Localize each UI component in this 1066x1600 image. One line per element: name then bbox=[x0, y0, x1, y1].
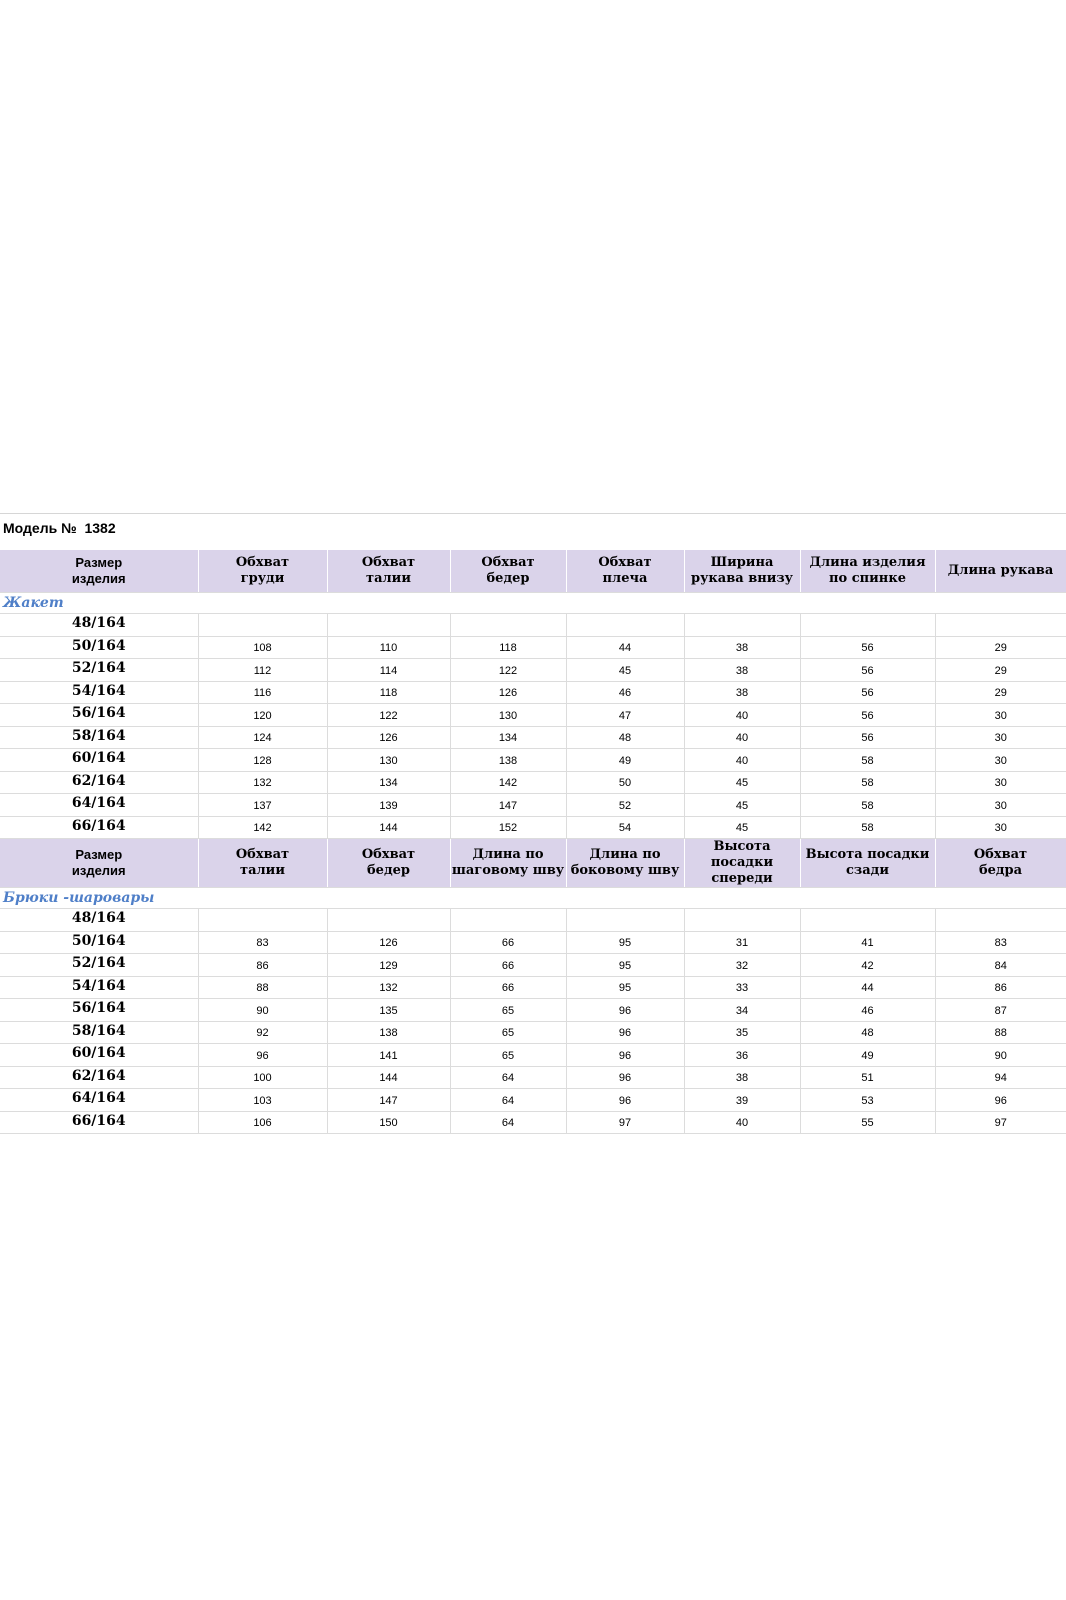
trousers-value-cell: 38 bbox=[684, 1066, 800, 1089]
jacket-value-cell bbox=[684, 614, 800, 637]
top-divider bbox=[0, 513, 1066, 514]
trousers-value-cell: 34 bbox=[684, 999, 800, 1022]
trousers-value-cell: 96 bbox=[198, 1044, 327, 1067]
trousers-header-text: спереди bbox=[711, 871, 773, 886]
trousers-header-row bbox=[0, 839, 1066, 888]
trousers-header-text: Длина по bbox=[472, 847, 544, 862]
trousers-header-text: Размер bbox=[75, 847, 123, 862]
jacket-value-cell: 54 bbox=[566, 816, 684, 839]
jacket-value-cell: 147 bbox=[450, 794, 566, 817]
trousers-header-text: бедра bbox=[978, 863, 1023, 878]
trousers-value-cell: 64 bbox=[450, 1111, 566, 1134]
trousers-header-text: Высота посадки bbox=[710, 839, 774, 870]
trousers-value-cell bbox=[935, 909, 1066, 932]
jacket-header-cell bbox=[450, 550, 566, 593]
jacket-value-cell: 52 bbox=[566, 794, 684, 817]
trousers-value-cell: 96 bbox=[566, 1021, 684, 1044]
jacket-section-row bbox=[0, 593, 1066, 614]
jacket-value-cell: 56 bbox=[800, 726, 935, 749]
trousers-header-cell bbox=[935, 839, 1066, 888]
jacket-section-spacer bbox=[566, 593, 684, 614]
jacket-size-cell: 58/164 bbox=[0, 726, 198, 749]
jacket-value-cell: 49 bbox=[566, 749, 684, 772]
jacket-size-cell: 62/164 bbox=[0, 771, 198, 794]
trousers-value-cell: 96 bbox=[566, 999, 684, 1022]
trousers-value-cell: 96 bbox=[566, 1044, 684, 1067]
trousers-value-cell: 87 bbox=[935, 999, 1066, 1022]
jacket-value-cell: 128 bbox=[198, 749, 327, 772]
jacket-section-spacer bbox=[450, 593, 566, 614]
trousers-value-cell: 132 bbox=[327, 976, 450, 999]
trousers-header-text: бедер bbox=[367, 863, 410, 878]
trousers-value-cell: 49 bbox=[800, 1044, 935, 1067]
jacket-value-cell: 124 bbox=[198, 726, 327, 749]
jacket-value-cell bbox=[566, 614, 684, 637]
jacket-value-cell bbox=[450, 614, 566, 637]
trousers-table-row bbox=[0, 1089, 1066, 1112]
jacket-value-cell: 126 bbox=[450, 681, 566, 704]
trousers-header-cell bbox=[566, 839, 684, 888]
size-table-body bbox=[0, 550, 1066, 1134]
jacket-value-cell: 112 bbox=[198, 659, 327, 682]
jacket-value-cell: 38 bbox=[684, 659, 800, 682]
jacket-value-cell: 122 bbox=[327, 704, 450, 727]
jacket-value-cell: 56 bbox=[800, 659, 935, 682]
trousers-value-cell: 41 bbox=[800, 931, 935, 954]
jacket-value-cell: 134 bbox=[327, 771, 450, 794]
trousers-header-text: Высота посадки bbox=[805, 847, 930, 862]
trousers-value-cell: 64 bbox=[450, 1089, 566, 1112]
jacket-value-cell: 45 bbox=[684, 771, 800, 794]
jacket-header-text: талии bbox=[366, 571, 411, 586]
trousers-value-cell: 135 bbox=[327, 999, 450, 1022]
trousers-value-cell: 35 bbox=[684, 1021, 800, 1044]
trousers-value-cell: 83 bbox=[198, 931, 327, 954]
trousers-value-cell: 65 bbox=[450, 1044, 566, 1067]
jacket-header-text: Длина изделия bbox=[809, 555, 926, 570]
jacket-size-cell: 56/164 bbox=[0, 704, 198, 727]
trousers-table-row bbox=[0, 1111, 1066, 1134]
jacket-table-row bbox=[0, 636, 1066, 659]
jacket-table-row bbox=[0, 749, 1066, 772]
jacket-header-row bbox=[0, 550, 1066, 593]
jacket-value-cell: 44 bbox=[566, 636, 684, 659]
trousers-value-cell: 94 bbox=[935, 1066, 1066, 1089]
jacket-header-cell bbox=[935, 550, 1066, 593]
jacket-value-cell: 45 bbox=[684, 794, 800, 817]
trousers-value-cell: 106 bbox=[198, 1111, 327, 1134]
trousers-value-cell: 65 bbox=[450, 999, 566, 1022]
jacket-value-cell: 142 bbox=[198, 816, 327, 839]
trousers-section-spacer bbox=[198, 888, 327, 909]
jacket-value-cell: 29 bbox=[935, 659, 1066, 682]
jacket-header-text: Обхват bbox=[598, 555, 652, 570]
jacket-value-cell: 30 bbox=[935, 726, 1066, 749]
trousers-header-text: боковому шву bbox=[570, 863, 680, 878]
trousers-size-cell: 62/164 bbox=[0, 1066, 198, 1089]
trousers-value-cell bbox=[800, 909, 935, 932]
jacket-value-cell: 138 bbox=[450, 749, 566, 772]
jacket-header-cell bbox=[800, 550, 935, 593]
trousers-value-cell: 86 bbox=[935, 976, 1066, 999]
jacket-header-cell bbox=[198, 550, 327, 593]
jacket-value-cell: 152 bbox=[450, 816, 566, 839]
jacket-header-text: Обхват bbox=[235, 555, 290, 570]
trousers-value-cell: 129 bbox=[327, 954, 450, 977]
jacket-size-cell: 54/164 bbox=[0, 681, 198, 704]
jacket-value-cell: 58 bbox=[800, 771, 935, 794]
trousers-value-cell: 44 bbox=[800, 976, 935, 999]
trousers-value-cell bbox=[327, 909, 450, 932]
jacket-value-cell: 132 bbox=[198, 771, 327, 794]
trousers-value-cell: 92 bbox=[198, 1021, 327, 1044]
trousers-value-cell: 53 bbox=[800, 1089, 935, 1112]
trousers-value-cell: 32 bbox=[684, 954, 800, 977]
jacket-table-row bbox=[0, 726, 1066, 749]
jacket-value-cell: 56 bbox=[800, 636, 935, 659]
jacket-value-cell: 110 bbox=[327, 636, 450, 659]
trousers-value-cell: 66 bbox=[450, 954, 566, 977]
trousers-value-cell: 36 bbox=[684, 1044, 800, 1067]
trousers-value-cell: 51 bbox=[800, 1066, 935, 1089]
jacket-header-text: Длина рукава bbox=[947, 563, 1054, 578]
jacket-header-cell bbox=[327, 550, 450, 593]
jacket-value-cell: 29 bbox=[935, 681, 1066, 704]
trousers-size-cell: 56/164 bbox=[0, 999, 198, 1022]
jacket-value-cell: 56 bbox=[800, 681, 935, 704]
trousers-header-text: талии bbox=[240, 863, 285, 878]
jacket-header-text: по спинке bbox=[829, 571, 906, 586]
jacket-value-cell: 122 bbox=[450, 659, 566, 682]
model-title: Модель № 1382 bbox=[3, 520, 116, 536]
jacket-value-cell: 50 bbox=[566, 771, 684, 794]
trousers-size-cell: 66/164 bbox=[0, 1111, 198, 1134]
trousers-header-cell bbox=[0, 839, 198, 888]
jacket-value-cell: 120 bbox=[198, 704, 327, 727]
trousers-table-row bbox=[0, 976, 1066, 999]
trousers-section-spacer bbox=[566, 888, 684, 909]
trousers-size-cell: 52/164 bbox=[0, 954, 198, 977]
trousers-value-cell: 95 bbox=[566, 976, 684, 999]
jacket-header-text: Обхват bbox=[481, 555, 535, 570]
jacket-table-row bbox=[0, 771, 1066, 794]
jacket-value-cell bbox=[800, 614, 935, 637]
jacket-section-spacer bbox=[198, 593, 327, 614]
jacket-value-cell: 58 bbox=[800, 816, 935, 839]
trousers-table-row bbox=[0, 909, 1066, 932]
trousers-section-spacer bbox=[327, 888, 450, 909]
trousers-header-text: сзади bbox=[846, 863, 889, 878]
jacket-section-spacer bbox=[800, 593, 935, 614]
jacket-value-cell: 130 bbox=[327, 749, 450, 772]
trousers-table-row bbox=[0, 999, 1066, 1022]
jacket-value-cell bbox=[935, 614, 1066, 637]
jacket-value-cell: 46 bbox=[566, 681, 684, 704]
trousers-value-cell: 96 bbox=[566, 1066, 684, 1089]
trousers-value-cell: 88 bbox=[198, 976, 327, 999]
jacket-header-text: бедер bbox=[486, 571, 530, 586]
jacket-header-text: плеча bbox=[602, 571, 648, 586]
jacket-value-cell: 38 bbox=[684, 681, 800, 704]
trousers-size-cell: 64/164 bbox=[0, 1089, 198, 1112]
jacket-table-row bbox=[0, 681, 1066, 704]
trousers-table-row bbox=[0, 954, 1066, 977]
trousers-section-spacer bbox=[684, 888, 800, 909]
jacket-header-text: груди bbox=[240, 571, 285, 586]
jacket-size-cell: 48/164 bbox=[0, 614, 198, 637]
jacket-header-text: изделия bbox=[71, 571, 126, 586]
trousers-header-cell bbox=[327, 839, 450, 888]
jacket-value-cell: 30 bbox=[935, 704, 1066, 727]
trousers-section-title: Брюки -шаровары bbox=[0, 888, 198, 909]
trousers-header-cell bbox=[800, 839, 935, 888]
trousers-value-cell: 141 bbox=[327, 1044, 450, 1067]
trousers-header-text: Обхват bbox=[973, 847, 1028, 862]
trousers-value-cell: 150 bbox=[327, 1111, 450, 1134]
trousers-size-cell: 50/164 bbox=[0, 931, 198, 954]
trousers-table-row bbox=[0, 1044, 1066, 1067]
trousers-value-cell: 55 bbox=[800, 1111, 935, 1134]
jacket-value-cell: 130 bbox=[450, 704, 566, 727]
trousers-value-cell: 88 bbox=[935, 1021, 1066, 1044]
jacket-value-cell: 40 bbox=[684, 726, 800, 749]
jacket-size-cell: 66/164 bbox=[0, 816, 198, 839]
jacket-value-cell: 118 bbox=[327, 681, 450, 704]
jacket-size-cell: 50/164 bbox=[0, 636, 198, 659]
trousers-value-cell: 66 bbox=[450, 976, 566, 999]
jacket-value-cell: 40 bbox=[684, 704, 800, 727]
trousers-value-cell: 95 bbox=[566, 954, 684, 977]
trousers-value-cell: 103 bbox=[198, 1089, 327, 1112]
trousers-value-cell: 84 bbox=[935, 954, 1066, 977]
jacket-size-cell: 60/164 bbox=[0, 749, 198, 772]
jacket-value-cell: 30 bbox=[935, 794, 1066, 817]
trousers-size-cell: 48/164 bbox=[0, 909, 198, 932]
trousers-value-cell: 40 bbox=[684, 1111, 800, 1134]
trousers-value-cell: 31 bbox=[684, 931, 800, 954]
jacket-value-cell: 29 bbox=[935, 636, 1066, 659]
jacket-table-row bbox=[0, 704, 1066, 727]
trousers-value-cell: 83 bbox=[935, 931, 1066, 954]
trousers-size-cell: 54/164 bbox=[0, 976, 198, 999]
jacket-value-cell: 38 bbox=[684, 636, 800, 659]
jacket-value-cell: 45 bbox=[684, 816, 800, 839]
trousers-value-cell: 126 bbox=[327, 931, 450, 954]
trousers-value-cell: 138 bbox=[327, 1021, 450, 1044]
trousers-header-text: Длина по bbox=[589, 847, 661, 862]
trousers-value-cell: 65 bbox=[450, 1021, 566, 1044]
jacket-value-cell: 114 bbox=[327, 659, 450, 682]
jacket-value-cell: 142 bbox=[450, 771, 566, 794]
trousers-value-cell bbox=[450, 909, 566, 932]
trousers-value-cell: 95 bbox=[566, 931, 684, 954]
jacket-value-cell: 137 bbox=[198, 794, 327, 817]
trousers-value-cell: 66 bbox=[450, 931, 566, 954]
trousers-section-spacer bbox=[800, 888, 935, 909]
trousers-header-text: Обхват bbox=[361, 847, 416, 862]
jacket-value-cell: 126 bbox=[327, 726, 450, 749]
trousers-value-cell: 90 bbox=[935, 1044, 1066, 1067]
trousers-value-cell: 39 bbox=[684, 1089, 800, 1112]
jacket-table-row bbox=[0, 794, 1066, 817]
jacket-value-cell: 108 bbox=[198, 636, 327, 659]
size-table bbox=[0, 550, 1066, 1134]
trousers-size-cell: 58/164 bbox=[0, 1021, 198, 1044]
jacket-header-cell bbox=[684, 550, 800, 593]
trousers-value-cell: 147 bbox=[327, 1089, 450, 1112]
jacket-size-cell: 64/164 bbox=[0, 794, 198, 817]
jacket-value-cell bbox=[327, 614, 450, 637]
trousers-table-row bbox=[0, 1021, 1066, 1044]
trousers-value-cell: 46 bbox=[800, 999, 935, 1022]
trousers-value-cell: 97 bbox=[935, 1111, 1066, 1134]
trousers-header-cell bbox=[198, 839, 327, 888]
trousers-table-row bbox=[0, 1066, 1066, 1089]
jacket-value-cell bbox=[198, 614, 327, 637]
trousers-table-row bbox=[0, 931, 1066, 954]
jacket-table-row bbox=[0, 816, 1066, 839]
jacket-value-cell: 116 bbox=[198, 681, 327, 704]
jacket-section-spacer bbox=[684, 593, 800, 614]
jacket-value-cell: 40 bbox=[684, 749, 800, 772]
trousers-value-cell bbox=[198, 909, 327, 932]
trousers-value-cell: 33 bbox=[684, 976, 800, 999]
jacket-value-cell: 47 bbox=[566, 704, 684, 727]
jacket-value-cell: 30 bbox=[935, 816, 1066, 839]
jacket-value-cell: 118 bbox=[450, 636, 566, 659]
trousers-value-cell: 48 bbox=[800, 1021, 935, 1044]
trousers-section-spacer bbox=[935, 888, 1066, 909]
trousers-value-cell: 64 bbox=[450, 1066, 566, 1089]
trousers-header-cell bbox=[450, 839, 566, 888]
trousers-value-cell: 96 bbox=[935, 1089, 1066, 1112]
trousers-value-cell: 42 bbox=[800, 954, 935, 977]
trousers-size-cell: 60/164 bbox=[0, 1044, 198, 1067]
trousers-value-cell: 97 bbox=[566, 1111, 684, 1134]
jacket-table-row bbox=[0, 659, 1066, 682]
trousers-value-cell bbox=[684, 909, 800, 932]
jacket-value-cell: 45 bbox=[566, 659, 684, 682]
jacket-value-cell: 56 bbox=[800, 704, 935, 727]
trousers-value-cell: 96 bbox=[566, 1089, 684, 1112]
jacket-header-text: рукава внизу bbox=[690, 571, 793, 586]
trousers-header-cell bbox=[684, 839, 800, 888]
jacket-header-text: Обхват bbox=[361, 555, 416, 570]
trousers-value-cell: 144 bbox=[327, 1066, 450, 1089]
trousers-section-spacer bbox=[450, 888, 566, 909]
jacket-value-cell: 58 bbox=[800, 749, 935, 772]
jacket-value-cell: 139 bbox=[327, 794, 450, 817]
jacket-value-cell: 58 bbox=[800, 794, 935, 817]
jacket-section-spacer bbox=[935, 593, 1066, 614]
trousers-value-cell bbox=[566, 909, 684, 932]
jacket-section-spacer bbox=[327, 593, 450, 614]
trousers-value-cell: 86 bbox=[198, 954, 327, 977]
jacket-size-cell: 52/164 bbox=[0, 659, 198, 682]
jacket-value-cell: 144 bbox=[327, 816, 450, 839]
trousers-value-cell: 100 bbox=[198, 1066, 327, 1089]
trousers-section-row bbox=[0, 888, 1066, 909]
jacket-value-cell: 48 bbox=[566, 726, 684, 749]
jacket-value-cell: 30 bbox=[935, 749, 1066, 772]
jacket-header-cell bbox=[0, 550, 198, 593]
trousers-value-cell: 90 bbox=[198, 999, 327, 1022]
trousers-header-text: изделия bbox=[71, 863, 126, 878]
jacket-value-cell: 134 bbox=[450, 726, 566, 749]
jacket-header-text: Ширина bbox=[710, 555, 774, 570]
jacket-table-row bbox=[0, 614, 1066, 637]
jacket-header-cell bbox=[566, 550, 684, 593]
trousers-header-text: Обхват bbox=[235, 847, 290, 862]
jacket-section-title: Жакет bbox=[0, 593, 198, 614]
jacket-header-text: Размер bbox=[75, 555, 123, 570]
trousers-header-text: шаговому шву bbox=[451, 863, 565, 878]
jacket-value-cell: 30 bbox=[935, 771, 1066, 794]
